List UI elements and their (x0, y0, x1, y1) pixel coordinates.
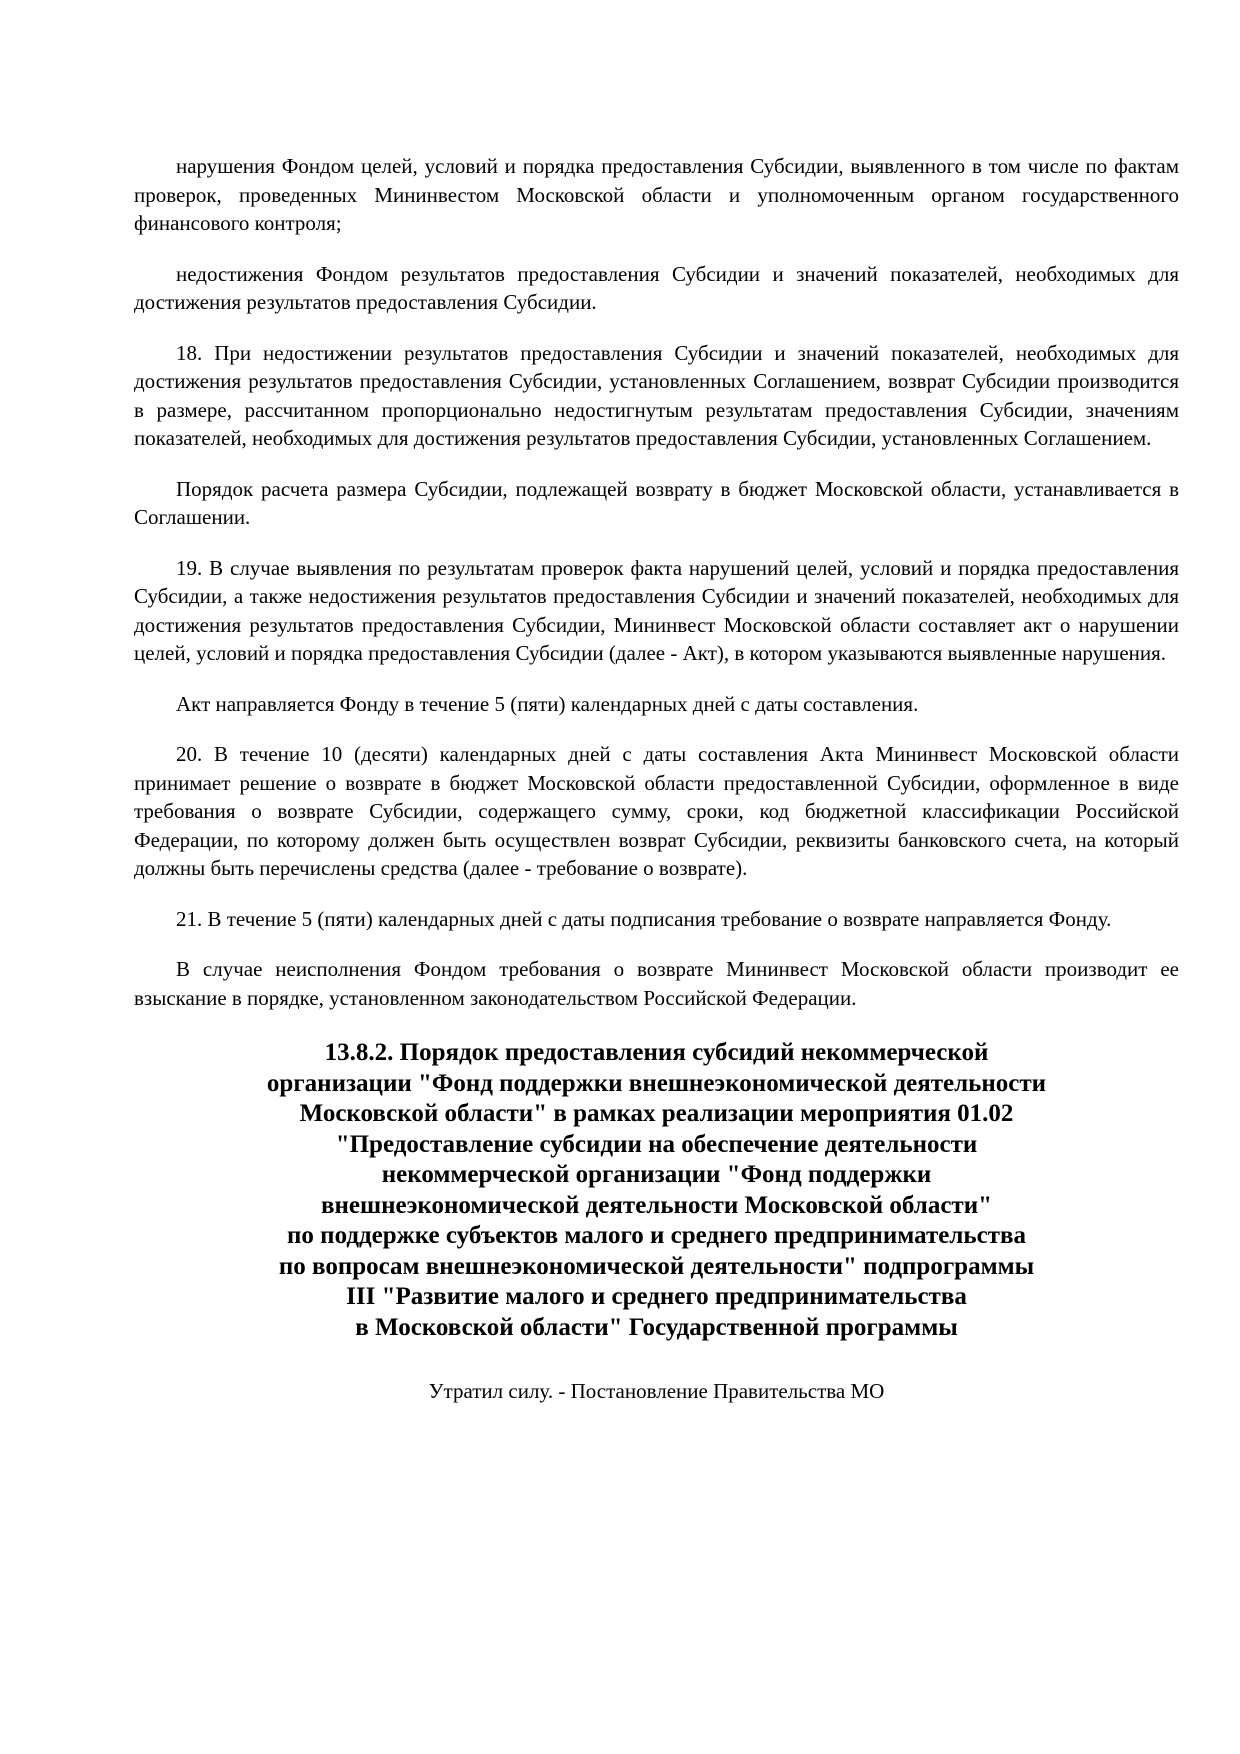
heading-line: организации "Фонд поддержки внешнеэкономической деятельности (266, 1069, 1047, 1097)
paragraph-19: 19. В случае выявления по результатам проверок факта нарушений целей, условий и порядка предоставления Субсидии, а также недостижения результатов предоставления Субсидии и значений показателей, необходимых для достижения результатов предоставления Субсидии, Мининвест Московской области составляет акт о нарушении целей, условий и порядка предоставления Субсидии (далее - Акт), в котором указываются выявленные нарушения. (134, 555, 1179, 665)
paragraph-non-achievement: недостижения Фондом результатов предоставления Субсидии и значений показателей, необходимых для достижения результатов предоставления Субсидии. (134, 261, 1179, 314)
heading-line: по вопросам внешнеэкономической деятельности" подпрограммы (278, 1252, 1035, 1280)
heading-line: в Московской области" Государственной программы (355, 1313, 958, 1341)
paragraph-21: 21. В течение 5 (пяти) календарных дней с даты подписания требование о возврате направляется Фонду. (176, 906, 1112, 931)
heading-line: внешнеэкономической деятельности Московской области" (320, 1191, 992, 1219)
paragraph-calculation-order: Порядок расчета размера Субсидии, подлежащей возврату в бюджет Московской области, устанавливается в Соглашении. (134, 476, 1179, 529)
document-page (134, 152, 1179, 1405)
paragraph-20: 20. В течение 10 (десяти) календарных дней с даты составления Акта Мининвест Московской области принимает решение о возврате в бюджет Московской области предоставленной Субсидии, оформленное в виде требования о возврате Субсидии, содержащего сумму, сроки, код бюджетной классификации Российской Федерации, по которому должен быть осуществлен возврат Субсидии, реквизиты банковского счета, на который должны быть перечислены средства (далее - требование о возврате). (134, 742, 1179, 880)
paragraph-non-fulfillment: В случае неисполнения Фондом требования о возврате Мининвест Московской области производит ее взыскание в порядке, установленном законодательством Российской Федерации. (134, 957, 1179, 1010)
paragraph-18: 18. При недостижении результатов предоставления Субсидии и значений показателей, необходимых для достижения результатов предоставления Субсидии, установленных Соглашением, возврат Субсидии производится в размере, рассчитанном пропорционально недостигнутым результатам предоставления Субсидии, значениям показателей, необходимых для достижения результатов предоставления Субсидии, установленных Соглашением. (134, 340, 1179, 450)
paragraph-violation: нарушения Фондом целей, условий и порядка предоставления Субсидии, выявленного в том числе по фактам проверок, проведенных Мининвестом Московской области и уполномоченным органом государственного финансового контроля; (134, 154, 1179, 235)
heading-line: 13.8.2. Порядок предоставления субсидий некоммерческой (324, 1039, 989, 1066)
heading-line: по поддержке субъектов малого и среднего предпринимательства (287, 1222, 1026, 1249)
heading-line: Московской области" в рамках реализации мероприятия 01.02 (299, 1100, 1014, 1127)
section-heading (134, 1038, 1179, 1343)
heading-line: некоммерческой организации "Фонд поддержки (381, 1161, 932, 1188)
paragraph-act-sending: Акт направляется Фонду в течение 5 (пяти) календарных дней с даты составления. (176, 691, 919, 716)
heading-line: III "Развитие малого и среднего предпринимательства (346, 1283, 967, 1310)
heading-line: "Предоставление субсидии на обеспечение деятельности (335, 1130, 978, 1158)
repeal-note: Утратил силу. - Постановление Правительства МО (428, 1379, 885, 1403)
